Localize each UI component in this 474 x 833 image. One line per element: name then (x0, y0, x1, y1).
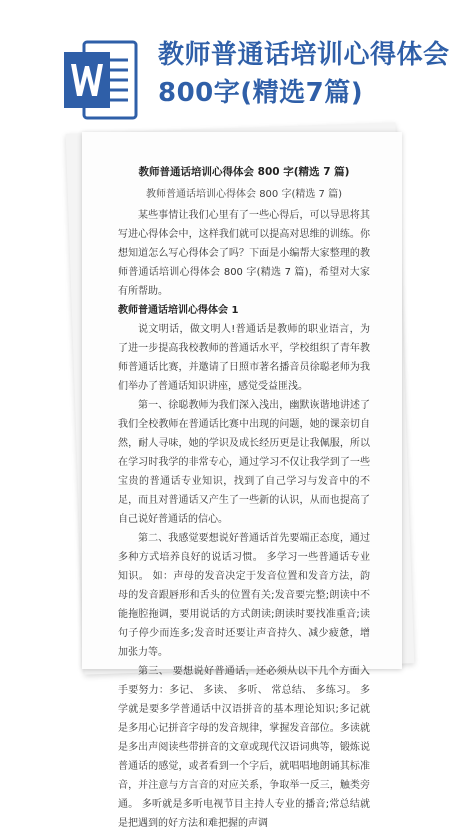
body-paragraph: 第二、我感觉要想说好普通话首先要端正态度，通过多种方式培养良好的说话习惯。 多学习一些普通话专业知识。 如：声母的发音决定于发音位置和发音方法，韵母的发音跟唇形和舌头的位置有关;发音要完整;朗读中不能拖腔拖调，要用说话的方式朗读;朗读时要找准重音;读句子停少而连多;发音时还要让声音持久、减少疲惫，增加张力等。 (118, 533, 370, 658)
body-paragraph: 第一、徐聪教师为我们深入浅出，幽默诙谐地讲述了我们全校教师在普通话比赛中出现的问题，她的课亲切自然，耐人寻味，她的学识及成长经历更是让我佩服，所以在学习时我学的非常专心，通过学习不仅让我学到了一些宝贵的普通话专业知识，找到了自己学习与发音中的不足，而且对普通话又产生了一些新的认识，从而也提高了自己说好普通话的信心。 (118, 400, 370, 525)
banner-title: 教师普通话培训心得体会800字(精选7篇) (158, 40, 450, 108)
document-subtitle: 教师普通话培训心得体会 800 字(精选 7 篇) (146, 189, 342, 200)
intro-paragraph: 某些事情让我们心里有了一些心得后，可以导思将其写进心得体会中，这样我们就可以提高对思维的训练。你想知道怎么写心得体会了吗？下面是小编帮大家整理的教师普通话培训心得体会 800 字(精选 7 篇)，希望对大家有所帮助。 (118, 210, 370, 297)
word-document-icon (62, 36, 140, 124)
document-body (118, 162, 370, 833)
document-page (82, 132, 402, 829)
document-title: 教师普通话培训心得体会 800 字(精选 7 篇) (138, 166, 350, 178)
body-paragraph: 第三、 要想说好普通话，还必须从以下几个方面入手要努力：多记、 多读、 多听、 常总结、 多练习。 多学就是要多学普通话中汉语拼音的基本理论知识;多记就是多用心记拼音字母的发音规律，掌握发音部位。多读就是多出声阅读些带拼音的文章或现代汉语词典等，锻炼说普通话的感觉，或者看到一个字后，就唱唱地朗诵其标准音，并注意与方言音的对应关系，争取举一反三，触类旁通。 多听就是多听电视节目主持人专业的播音;常总结就是把遇到的好方法和难把握的声调 (118, 666, 370, 829)
section-heading: 教师普通话培训心得体会 1 (118, 305, 239, 316)
body-paragraph: 说文明话，做文明人!普通话是教师的职业语言，为了进一步提高我校教师的普通话水平，学校组织了青年教师普通话比赛，并邀请了日照市著名播音员徐聪老师为我们举办了普通话知识讲座，感觉受益匪浅。 (118, 324, 370, 392)
